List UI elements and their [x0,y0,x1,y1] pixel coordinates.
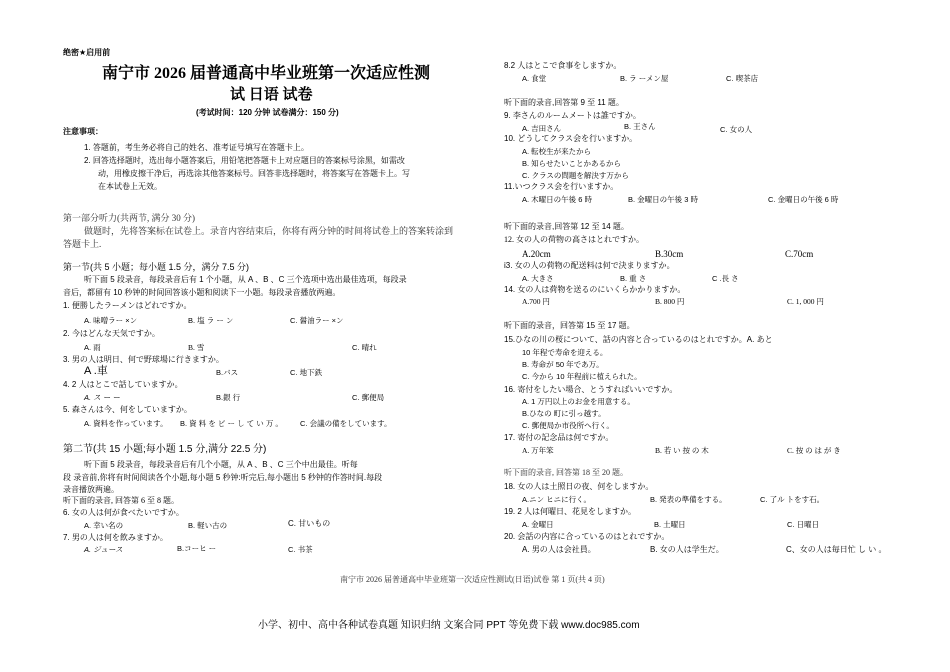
listen-12-14: 听下面的录音,回答第 12 至 14 题。 [504,222,629,231]
q10-option-b: B. 知らせたいことかあるから [522,159,621,168]
section2-heading: 第二节(共 15 小题;每小题 1.5 分,满分 22.5 分) [63,444,267,455]
q7-option-b: B.コーヒ ー [177,544,217,553]
q18-option-c: C. 了ル トをす石。 [760,495,825,504]
question-16: 16. 寄付をしたい場合、とうすればいいですか。 [504,385,678,394]
part1-intro-2: 答题卡上. [63,239,102,249]
q17-option-c: C. 按 の は が き [787,446,841,455]
section1-intro-2: 音后，都留有 10 秒钟的时间回答该小题和阅读下一小题。每段录音播放两遍。 [63,288,341,297]
q10-option-c: C. クラスの問題を解決す万から [522,171,629,180]
q12-option-b: B.30cm [655,249,684,259]
page-footer: 南宁市 2026 届普通高中毕业班第一次适应性测试(日语)试卷 第 1 页(共 4 页) [340,575,605,584]
q2-option-b: B. 雪 [188,343,205,352]
promo-footer: 小学、初中、高中各种试卷真题 知识归纳 文案合同 PPT 等免费下载 www.doc985.com [258,620,640,631]
q8-option-c: C. 喫茶店 [726,74,759,83]
question-3: 3. 男の人は明日、何で野球場に行きますか。 [63,355,224,364]
part1-intro-1: 做题时，先将答案标在试卷上。录音内容结束后，你将有两分钟的时间将试卷上的答案转涂到 [84,226,454,236]
q11-option-a: A. 木曜日の午後 6 時 [522,195,593,204]
question-10: 10. どうしてクラス会を行いますか。 [504,134,638,143]
exam-time-info: (考试时间：120 分钟 试卷满分：150 分) [196,108,339,117]
q19-option-c: C. 日曜日 [787,520,820,529]
q8-option-a: A. 食堂 [522,74,547,83]
q15-option-a: 10 年程で寿命を迎える。 [522,348,608,357]
listen-9-11: 听下面的录音,回答第 9 至 11 题。 [504,98,624,107]
question-9: 9. 李さんのルームメートは誰ですか。 [504,111,641,120]
q8-option-b: B. ラ ーメン屋 [620,74,669,83]
question-14: 14. 女の人は荷物を送るのにいくらかかりますか。 [504,285,686,294]
question-15: 15.ひなの川の桜について、話の内容と合っているのはとれですか。A. あと [504,335,773,344]
question-13: i3. 女の人の荷物の配送料は何で決まりますか。 [504,261,675,270]
q4-option-c: C. 郵便局 [352,393,385,402]
q17-option-a: A. 万年笨 [522,446,554,455]
q17-option-b: B. 若 い 按 の 木 [655,446,709,455]
q18-option-b: B. 発表の準備をする。 [650,495,727,504]
q1-option-c: C. 醤油ラー ×ン [290,316,344,325]
question-1: 1. 便勝したラーメンはどれですか。 [63,301,192,310]
listen-15-17: 听下面的录音，回答第 15 至 17 题。 [504,321,635,330]
q1-option-b: B. 塩 ラ ー ン [188,316,234,325]
q20-option-c: C、女の人は毎日忙 し い 。 [786,545,887,554]
q14-option-c: C. 1, 000 円 [787,297,824,306]
q11-option-b: B. 金曜日の午後 3 時 [628,195,699,204]
note-2-line1: 2. 回答选择题时，选出每小题答案后，用铅笔把答题卡上对应题目的答案标号涂黑，如需改 [84,156,405,165]
q16-option-c: C. 郵便局か市役所へ行く。 [522,421,614,430]
q3-option-c: C. 地下鉄 [290,368,323,377]
q2-option-c: C. 晴れ [352,343,377,352]
question-12: 12. 女の人の荷物の高さはとれですか。 [504,235,644,244]
q10-option-a: A. 転校生が来たから [522,147,592,156]
q6-option-a: A. 幸い名の [84,521,124,530]
q13-option-c: C .長 さ [712,274,739,283]
question-7: 7. 男の人は何を飲みますか。 [63,533,168,542]
q4-option-a: A. ス ー ー [84,393,120,402]
exam-subtitle: 试 日语 试卷 [230,87,313,103]
q3-option-a: A .車 [84,365,108,377]
q12-option-c: C.70cm [785,249,814,259]
part1-heading: 第一部分听力(共两节, 满分 30 分) [63,213,195,223]
q13-option-b: B. 重 さ [620,274,647,283]
q19-option-a: A. 金曜日 [522,520,554,529]
q2-option-a: A. 雨 [84,343,101,352]
note-2-line3: 在本试卷上无效。 [98,182,162,191]
question-19: 19. 2 人は何曜日、花見をしますか。 [504,507,637,516]
q15-option-c: C. 今から 10 年程前に植えられた。 [522,372,642,381]
q12-option-a: A.20cm [522,249,551,259]
section1-heading: 第一节(共 5 小题；每小题 1.5 分，满分 7.5 分) [63,262,250,272]
question-11: 11.いつクラス会を行いますか。 [504,182,619,191]
section2-intro-1: 听下面 5 段录音，每段录音后有几个小题，从 A 、B 、C 三个中出最佳。听每 [84,460,358,469]
note-2-line2: 动，用橡皮擦干净后，再选涂其他答案标号。回答非选择题时，将答案写在答题卡上。写 [98,169,410,178]
q16-option-b: B.ひなの 町に引っ越す。 [522,409,606,418]
section1-intro-1: 听下面 5 段录音，每段录音后有 1 个小题，从 A 、B 、C 三个选项中选出最佳选项，每段录 [84,275,407,284]
q4-option-b: B.銀 行 [216,393,241,402]
question-18: 18. 女の人は土照日の夜、何をしますか。 [504,482,654,491]
q14-option-a: A.700 円 [522,297,550,306]
secret-label: 绝密★启用前 [63,48,111,57]
q13-option-a: A. 大きさ [522,274,554,283]
q20-option-a: A. 男の人は会社員。 [522,545,596,554]
q9-option-c: C. 女の人 [720,125,753,134]
q9-option-a: A. 吉田さん [522,124,562,133]
question-17: 17. 寄付の記念品は何ですか。 [504,433,614,442]
q18-option-a: A.ニン ヒニに行く。 [522,495,592,504]
question-5: 5. 森さんは今、何をしていますか。 [63,405,192,414]
q7-option-c: C. 书茶 [288,545,313,554]
q19-option-b: B. 土曜日 [654,520,686,529]
q15-option-b: B. 寿命が 50 年であ万。 [522,360,604,369]
section2-listen-6-8: 听下面的录音, 回答第 6 至 8 题。 [63,496,179,505]
note-1: 1. 答题前，考生务必将自己的姓名、准考证号填写在答题卡上。 [84,143,309,152]
q11-option-c: C. 金曜日の午後 6 時 [768,195,839,204]
q9-option-b: B. 王さん [624,122,656,131]
q1-option-a: A. 味噌ラー ×ン [84,316,138,325]
section2-intro-2: 段 录音前,你将有时间阅读各个小题,每小题 5 秒钟:听完后,每小题出 5 秒钟的作答时间.每段 [63,473,383,482]
question-8: 8.2 人はとこで食事をしますか。 [504,61,622,70]
question-6: 6. 女の人は何が食べたいですか。 [63,508,184,517]
q16-option-a: A. 1 万円以上のお金を用意する。 [522,397,635,406]
q14-option-b: B. 800 円 [655,297,685,306]
question-4: 4. 2 人はとこで話していますか。 [63,380,183,389]
q20-option-b: B. 女の人は学生だ。 [650,545,724,554]
notes-heading: 注意事项： [63,127,103,136]
exam-title: 南宁市 2026 届普通高中毕业班第一次适应性测 [102,65,431,82]
listen-18-20: 听下面的录音, 回答第 18 至 20 题。 [504,468,628,477]
q6-option-b: B. 軽い古の [188,521,228,530]
q7-option-a: A. ジュース [84,545,123,554]
q5-option-b: B. 資 料 を ビ ー し て い 万 。 [180,419,283,428]
q6-option-c: C. 甘いもの [288,519,331,528]
question-2: 2. 今はどんな天気ですか。 [63,329,160,338]
section2-intro-3: 录音播放两遍。 [63,485,119,494]
q5-option-c: C. 会議の備をしています。 [300,419,392,428]
q5-option-a: A. 資料を作っています。 [84,419,168,428]
q3-option-b: B.バス [216,368,239,377]
question-20: 20. 会話の内容に合っているのはとれですか。 [504,532,670,541]
